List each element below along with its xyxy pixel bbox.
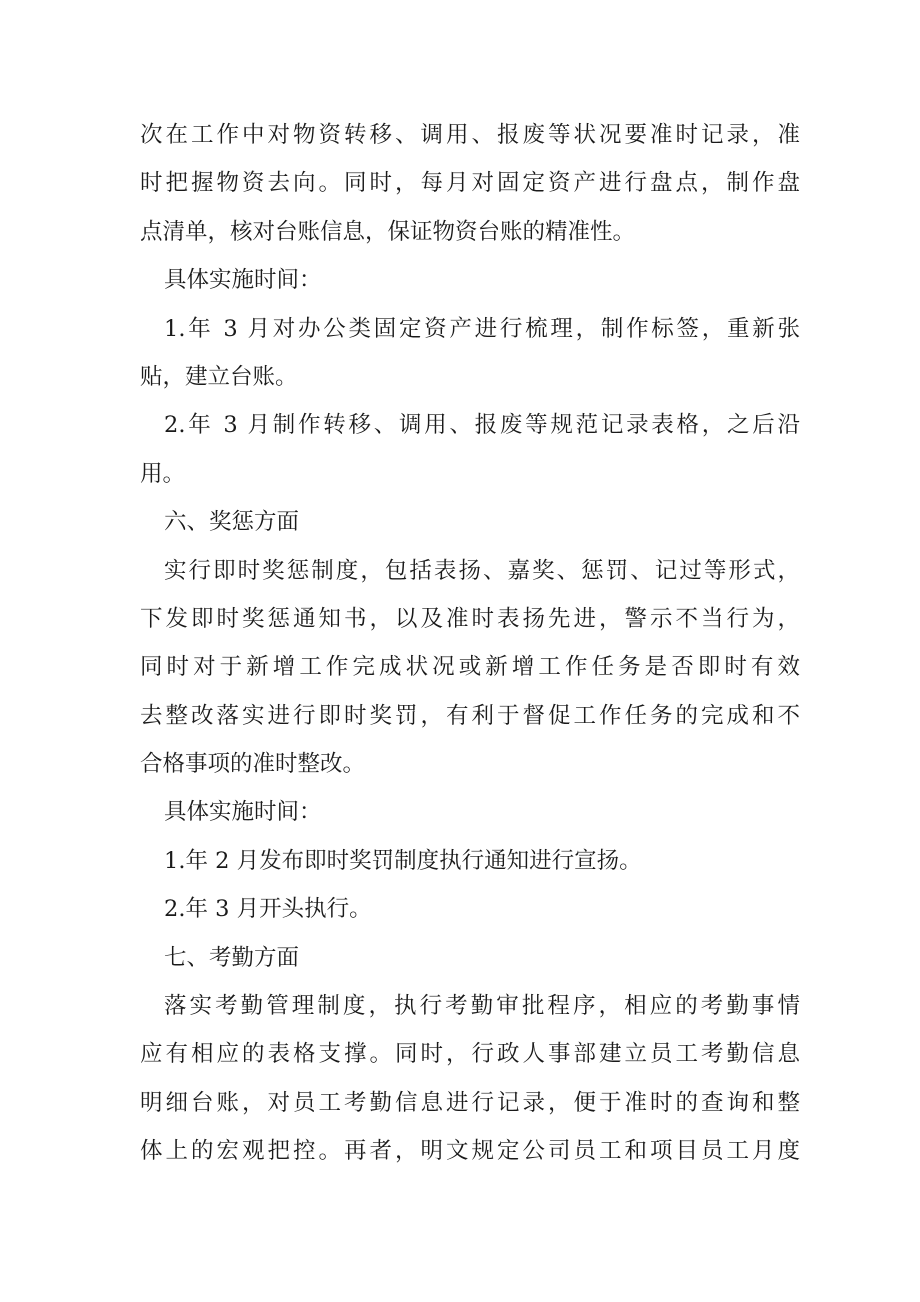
document-body bbox=[140, 111, 800, 1176]
text-line: 1.年 3 月对办公类固定资产进行梳理，制作标签，重新张 bbox=[164, 315, 800, 342]
text-line: 落实考勤管理制度，执行考勤审批程序，相应的考勤事情 bbox=[164, 993, 800, 1020]
text-line: 2.年 3 月开头执行。 bbox=[164, 896, 372, 923]
text-line: 贴，建立台账。 bbox=[140, 363, 298, 390]
text-line: 应有相应的表格支撑。同时，行政人事部建立员工考勤信息 bbox=[140, 1041, 800, 1068]
text-line: 点清单，核对台账信息，保证物资台账的精准性。 bbox=[140, 218, 636, 245]
text-line: 用。 bbox=[140, 460, 186, 487]
text-line: 1.年 2 月发布即时奖罚制度执行通知进行宣扬。 bbox=[164, 847, 642, 874]
text-line: 体上的宏观把控。再者，明文规定公司员工和项目员工月度 bbox=[140, 1138, 800, 1165]
text-line: 同时对于新增工作完成状况或新增工作任务是否即时有效 bbox=[140, 654, 800, 681]
text-line: 具体实施时间： bbox=[164, 267, 322, 294]
text-line: 六、奖惩方面 bbox=[164, 509, 300, 536]
text-line: 实行即时奖惩制度，包括表扬、嘉奖、惩罚、记过等形式， bbox=[164, 557, 800, 584]
text-line: 下发即时奖惩通知书，以及准时表扬先进，警示不当行为， bbox=[140, 605, 800, 632]
text-line: 次在工作中对物资转移、调用、报废等状况要准时记录，准 bbox=[140, 122, 800, 148]
text-line: 七、考勤方面 bbox=[164, 944, 300, 971]
text-line: 明细台账，对员工考勤信息进行记录，便于准时的查询和整 bbox=[140, 1089, 800, 1116]
text-line: 2.年 3 月制作转移、调用、报废等规范记录表格，之后沿 bbox=[164, 412, 800, 439]
text-line: 时把握物资去向。同时，每月对固定资产进行盘点，制作盘 bbox=[140, 170, 800, 197]
text-line: 具体实施时间： bbox=[164, 799, 322, 826]
text-line: 合格事项的准时整改。 bbox=[140, 751, 366, 778]
text-line: 去整改落实进行即时奖罚，有利于督促工作任务的完成和不 bbox=[140, 702, 800, 729]
